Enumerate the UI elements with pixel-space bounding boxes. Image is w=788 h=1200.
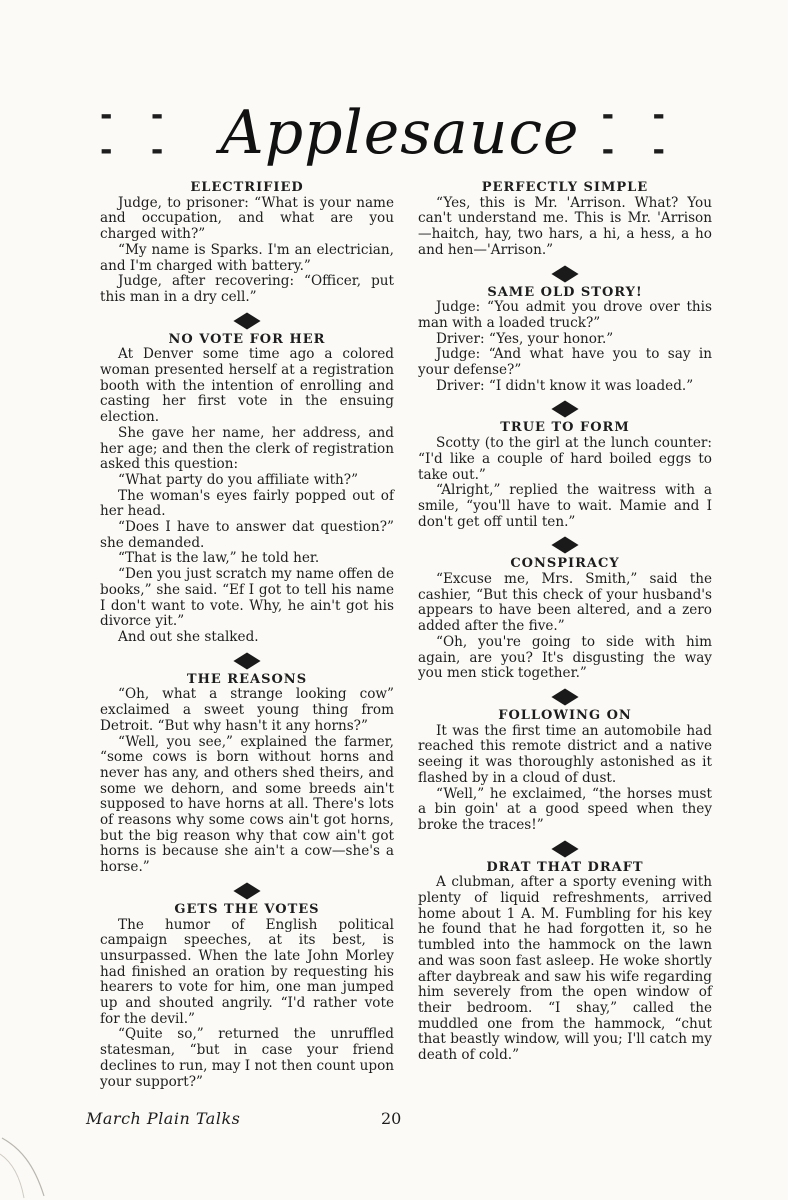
diamond-separator-icon — [551, 840, 578, 857]
title-dashes-left: - - - - — [100, 98, 178, 168]
article-paragraph: And out she stalked. — [118, 628, 259, 645]
article-paragraph: “That is the law,” he told her. — [118, 550, 320, 567]
article-heading: FOLLOWING ON — [498, 707, 632, 723]
article-heading: THE REASONS — [186, 671, 308, 687]
article-paragraph: Scotty (to the girl at the lunch counter: “I'd like a couple of hard boiled eggs to take out.” — [418, 435, 712, 483]
article-paragraph: At Denver some time ago a colored woman presented herself at a registration booth with the intention of enrolling and casting her first vote in the ensuing election. — [100, 346, 394, 426]
article-heading: CONSPIRACY — [510, 556, 620, 572]
article-same-old-story — [418, 285, 712, 395]
title-dashes-right: - - - - — [601, 98, 679, 168]
article-paragraph: “Yes, this is Mr. 'Arrison. What? You can't understand me. This is Mr. 'Arrison—haitch, hay, two hars, a hi, a hess, a ho and hen—'Arrison.” — [418, 194, 712, 258]
diamond-separator-icon — [551, 537, 578, 554]
diamond-separator-icon — [551, 401, 578, 418]
article-paragraph: “Well, you see,” explained the farmer, “some cows is born without horns and never has any, and others shed theirs, and some we dehorn, and some breeds ain't supposed to have horns at all. There's lots of reasons why some cows ain't got horns, but the big reason why that cow ain't got horns is because she ain't a cow—she's a horse.” — [100, 733, 394, 876]
article-heading: PERFECTLY SIMPLE — [481, 180, 649, 195]
page-title-bar — [100, 88, 700, 178]
article-paragraph: Driver: “Yes, your honor.” — [436, 330, 614, 347]
article-heading: NO VOTE FOR HER — [168, 331, 326, 347]
article-perfectly-simple — [418, 180, 712, 259]
article-following-on — [418, 708, 712, 834]
article-heading: ELECTRIFIED — [190, 180, 304, 195]
article-paragraph: “Oh, you're going to side with him again, are you? It's disgusting the way you men stick together.” — [418, 633, 712, 682]
article-no-vote-for-her — [100, 332, 394, 646]
article-paragraph: Judge, after recovering: “Officer, put this man in a dry cell.” — [100, 273, 394, 305]
diamond-separator-icon — [551, 265, 578, 282]
article-heading: SAME OLD STORY! — [487, 284, 643, 300]
article-paragraph: “Alright,” replied the waitress with a smile, “you'll have to wait. Mamie and I don't get off until ten.” — [418, 482, 712, 530]
article-conspiracy — [418, 556, 712, 682]
article-paragraph: The humor of English political campaign speeches, at its best, is unsurpassed. When the late John Morley had finished an oration by requesting his hearers to vote for him, one man jumped up and shouted angrily. “I'd rather vote for the devil.” — [100, 916, 394, 1027]
article-paragraph: Judge: “And what have you to say in your defense?” — [418, 346, 712, 379]
article-true-to-form — [418, 420, 712, 530]
left-column — [100, 180, 394, 1090]
article-paragraph: A clubman, after a sporty evening with plenty of liquid refreshments, arrived home about 1 A. M. Fumbling for his key he found that he had forgotten it, so he tumbled into the hammock on the lawn and was soon fast asleep. He woke shortly after daybreak and saw his wife regarding him severely from the open window of their bedroom. “I shay,” called the muddled one from the hammock, “chut that beastly window, will you; I'll catch my death of cold.” — [418, 874, 712, 1064]
article-paragraph: Driver: “I didn't know it was loaded.” — [436, 377, 694, 394]
article-drat-that-draft — [418, 860, 712, 1064]
footer-magazine-name: March Plain Talks — [86, 1109, 241, 1128]
article-paragraph: She gave her name, her address, and her age; and then the clerk of registration asked this question: — [100, 424, 394, 473]
article-paragraph: Judge, to prisoner: “What is your name and occupation, and what are you charged with?” — [100, 194, 394, 243]
diamond-separator-icon — [233, 882, 260, 899]
article-gets-the-votes — [100, 902, 394, 1090]
page-number: 20 — [381, 1109, 402, 1128]
article-paragraph: “Den you just scratch my name offen de books,” she said. “Ef I got to tell his name I don't want to vote. Why, he ain't got his divorce yit.” — [100, 566, 394, 630]
diamond-separator-icon — [233, 652, 260, 669]
article-heading: GETS THE VOTES — [174, 901, 320, 917]
article-paragraph: “Does I have to answer dat question?” she demanded. — [100, 519, 394, 551]
right-column — [418, 180, 712, 1064]
article-paragraph: “My name is Sparks. I'm an electrician, and I'm charged with battery.” — [100, 241, 394, 274]
article-paragraph: It was the first time an automobile had reached this remote district and a native seeing it was thoroughly astonished as it flashed by in a cloud of dust. — [418, 722, 712, 786]
article-paragraph: “Oh, what a strange looking cow” exclaimed a sweet young thing from Detroit. “But why hasn't it any horns?” — [100, 686, 394, 734]
article-electrified — [100, 180, 394, 306]
article-paragraph: “What party do you affiliate with?” — [118, 471, 359, 488]
diamond-separator-icon — [233, 312, 260, 329]
diamond-separator-icon — [551, 688, 578, 705]
article-paragraph: “Excuse me, Mrs. Smith,” said the cashier, “But this check of your husband's appears to have been altered, and a zero added after the five.” — [418, 571, 712, 635]
article-paragraph: Judge: “You admit you drove over this man with a loaded truck?” — [418, 299, 712, 331]
page-corner-curl-icon — [0, 1130, 70, 1200]
article-paragraph: The woman's eyes fairly popped out of her head. — [100, 487, 394, 520]
article-heading: TRUE TO FORM — [500, 420, 630, 436]
article-paragraph: “Well,” he exclaimed, “the horses must a bin goin' at a good speed when they broke the traces!” — [418, 785, 712, 833]
article-paragraph: “Quite so,” returned the unruffled statesman, “but in case your friend declines to run, may I not then count upon your support?” — [100, 1026, 395, 1090]
article-the-reasons — [100, 672, 394, 876]
article-heading: DRAT THAT DRAFT — [486, 859, 644, 875]
page-title: Applesauce — [220, 98, 580, 168]
